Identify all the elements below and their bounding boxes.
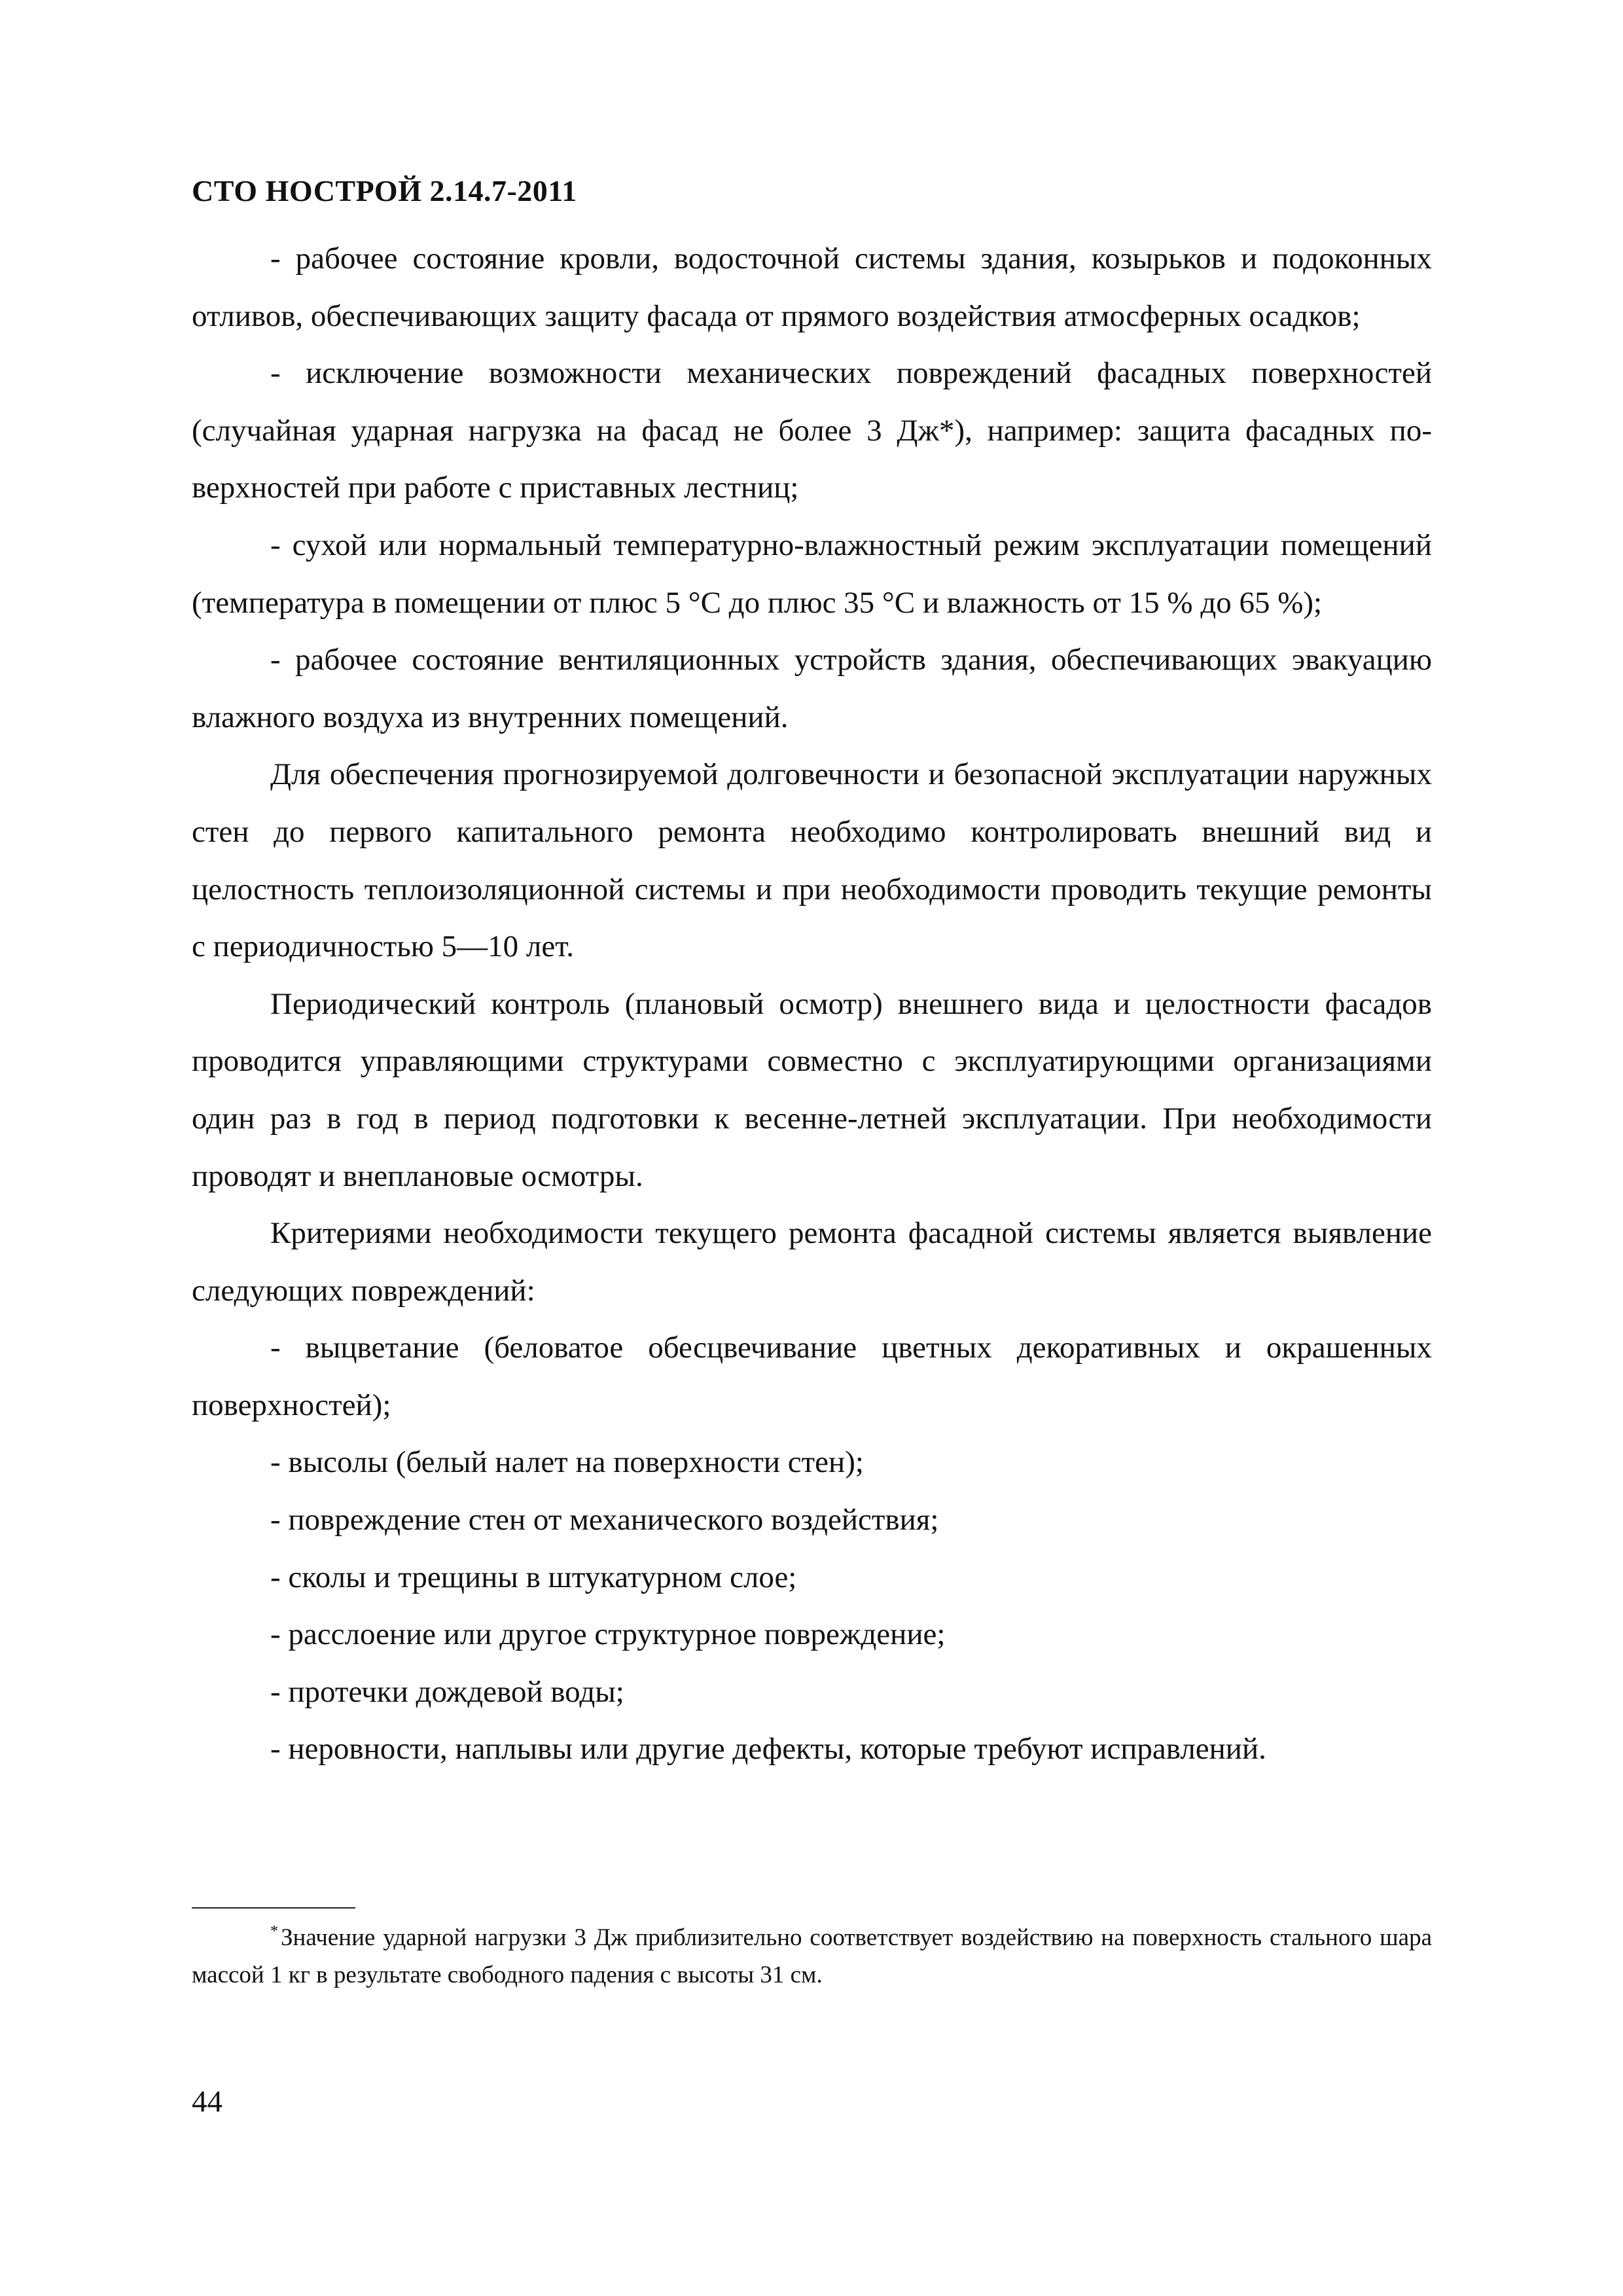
body-text (192, 230, 1432, 1778)
paragraph: - рабочее состояние кровли, водосточной системы здания, козырьков и подоконных отливов, обеспечивающих защиту фасада от прямого воздействия атмосферных осадков; (192, 242, 1432, 333)
paragraph: Критериями необходимости текущего ремонта фасадной системы является выявление следующих повреждений: (192, 1216, 1432, 1308)
footnote-marker: * (270, 1923, 278, 1940)
paragraph: - рабочее состояние вентиляционных устройств здания, обеспечивающих эвакуацию влажного воздуха из внутренних помещений. (192, 643, 1432, 734)
list-item: - протечки дождевой воды; (270, 1674, 624, 1709)
document-header: СТО НОСТРОЙ 2.14.7-2011 (192, 174, 577, 207)
list-item: - расслоение или другое структурное повреждение; (270, 1617, 946, 1652)
list-item: - сколы и трещины в штукатурном слое; (270, 1560, 797, 1594)
footnote-divider (192, 1907, 355, 1909)
list-item: - высолы (белый налет на поверхности стен); (270, 1445, 864, 1480)
paragraph: Для обеспечения прогнозируемой долговечности и безопасной эксплуатации наружных стен до первого капитального ремонта необходимо контролировать внешний вид и целостность теплоизоляционной системы и при необходимости проводить текущие ремонты с периодичностью 5—10 лет. (192, 757, 1432, 964)
paragraph: Периодический контроль (плановый осмотр) внешнего вида и целостности фасадов проводится управляющими структурами совместно с эксплуатирующими организациями один раз в год в период подготовки к весенне-летней эксплуатации. При необходимости проводят и внеплановые осмотры. (192, 986, 1432, 1193)
list-item: - неровности, наплывы или другие дефекты, которые требуют исправлений. (270, 1732, 1266, 1767)
list-item: - повреждение стен от механического воздействия; (270, 1503, 939, 1537)
footnote (192, 1919, 1432, 1994)
page-number: 44 (192, 2085, 223, 2119)
paragraph: - сухой или нормальный температурно-влажностный режим эксплуатации помещений (температура в помещении от плюс 5 °С до плюс 35 °С и влажность от 15 % до 65 %); (192, 528, 1432, 620)
paragraph: - исключение возможности механических повреждений фасадных поверхностей (случайная ударная нагрузка на фасад не более 3 Дж*), например: защита фасадных поверхностей при работе с приставных лестниц; (192, 356, 1432, 505)
list-item: - выцветание (беловатое обесцвечивание цветных декоративных и окрашенных поверхностей); (192, 1331, 1432, 1422)
footnote-text: Значение ударной нагрузки 3 Дж приблизительно соответствует воздействию на поверхность стального шара массой 1 кг в результате свободного падения с высоты 31 см. (192, 1924, 1432, 1988)
